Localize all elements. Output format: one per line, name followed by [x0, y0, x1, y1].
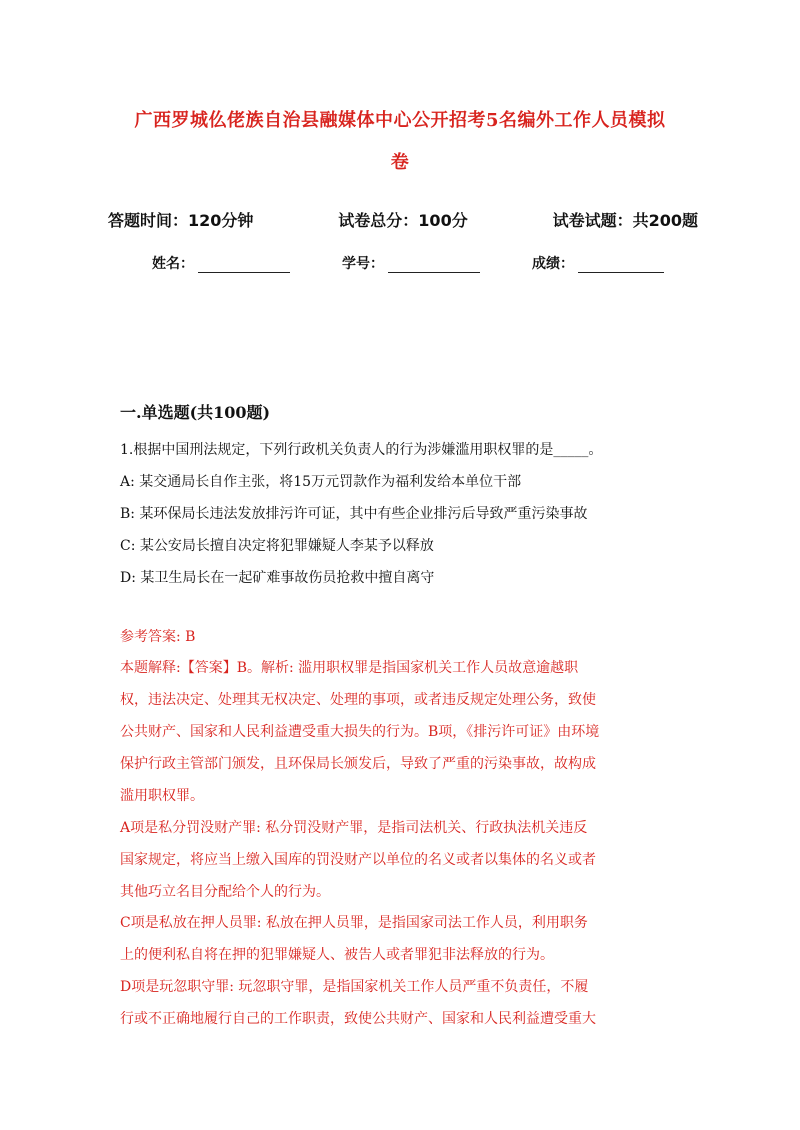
score-label: 成绩：	[532, 256, 574, 272]
option-c: C: 某公安局长擅自决定将犯罪嫌疑人李某予以释放	[120, 538, 434, 554]
explanation-line: D项是玩忽职守罪: 玩忽职守罪，是指国家机关工作人员严重不负责任，不履	[120, 979, 589, 995]
student-info-row	[152, 253, 672, 273]
explanation-line: 保护行政主管部门颁发，且环保局长颁发后，导致了严重的污染事故，故构成	[120, 756, 596, 772]
explanation-line: 国家规定，将应当上缴入国库的罚没财产以单位的名义或者以集体的名义或者	[120, 852, 596, 868]
explanation-line: 滥用职权罪。	[120, 788, 204, 804]
student-id-blank-line	[388, 258, 480, 273]
name-field	[152, 253, 342, 273]
exam-meta-row	[108, 208, 698, 231]
name-label: 姓名：	[152, 256, 194, 272]
explanation-line: 本题解释:【答案】B。解析: 滥用职权罪是指国家机关工作人员故意逾越职	[120, 660, 579, 676]
option-d: D: 某卫生局长在一起矿难事故伤员抢救中擅自离守	[120, 570, 435, 586]
student-id-label: 学号：	[342, 256, 384, 272]
exam-title-line-2: 卷	[390, 152, 410, 173]
score-blank-line	[578, 258, 664, 273]
explanation-line: C项是私放在押人员罪: 私放在押人员罪，是指国家司法工作人员，利用职务	[120, 915, 588, 931]
score-field	[532, 253, 664, 273]
explanation-line: 上的便利私自将在押的犯罪嫌疑人、被告人或者罪犯非法释放的行为。	[120, 947, 554, 963]
student-id-field	[342, 253, 532, 273]
exam-time: 答题时间：120分钟	[108, 211, 254, 230]
exam-question-count: 试卷试题：共200题	[552, 211, 698, 230]
explanation-line: 权，违法决定、处理其无权决定、处理的事项，或者违反规定处理公务，致使	[120, 692, 596, 708]
question-stem: 1.根据中国刑法规定，下列行政机关负责人的行为涉嫌滥用职权罪的是_____。	[120, 442, 603, 458]
explanation-line: 公共财产、国家和人民利益遭受重大损失的行为。B项，《排污许可证》由环境	[120, 724, 600, 740]
exam-title-line-1: 广西罗城仫佬族自治县融媒体中心公开招考5名编外工作人员模拟	[134, 110, 666, 131]
explanation-line: A项是私分罚没财产罪: 私分罚没财产罪，是指司法机关、行政执法机关违反	[120, 820, 588, 836]
option-a: A: 某交通局长自作主张，将15万元罚款作为福利发给本单位干部	[120, 474, 522, 490]
name-blank-line	[198, 258, 290, 273]
section-heading: 一.单选题(共100题)	[120, 403, 271, 422]
option-b: B: 某环保局长违法发放排污许可证，其中有些企业排污后导致严重污染事故	[120, 506, 588, 522]
explanation-line: 其他巧立名目分配给个人的行为。	[120, 884, 330, 900]
explanation-line: 行或不正确地履行自己的工作职责，致使公共财产、国家和人民利益遭受重大	[120, 1011, 596, 1027]
reference-answer: 参考答案: B	[120, 629, 196, 645]
exam-total-score: 试卷总分：100分	[338, 211, 468, 230]
